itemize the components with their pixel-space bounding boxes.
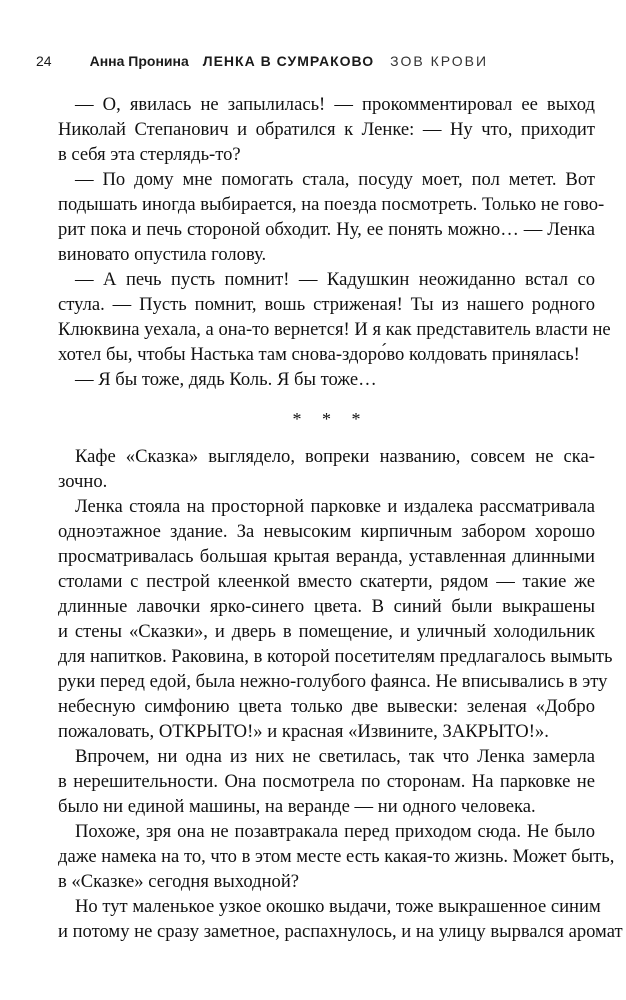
text-line: и потому не сразу заметное, распахнулось, и на улицу вырвался аромат bbox=[58, 921, 623, 942]
text-line: столами с пестрой клеенкой вместо скатерти, рядом — такие же bbox=[58, 571, 595, 592]
text-line: и стены «Сказки», и дверь в помещение, и уличный холодильник bbox=[58, 621, 595, 642]
text-line: Впрочем, ни одна из них не светилась, так что Ленка замерла bbox=[75, 746, 595, 767]
text-line: — О, явилась не запылилась! — прокомментировал ее выход bbox=[75, 94, 595, 115]
text-line: стула. — Пусть помнит, вошь стриженая! Ты из нашего родного bbox=[58, 294, 595, 315]
text-line: просматривалась большая крытая веранда, уставленная длинными bbox=[58, 546, 595, 567]
paragraph bbox=[58, 444, 595, 494]
text-line: — А печь пусть помнит! — Кадушкин неожиданно встал со bbox=[75, 269, 595, 290]
text-line: одноэтажное здание. За невысоким кирпичным забором хорошо bbox=[58, 521, 595, 542]
text-line: Николай Степанович и обратился к Ленке: — Ну что, приходит bbox=[58, 119, 595, 140]
paragraph bbox=[58, 744, 595, 819]
text-line: руки перед едой, была нежно-голубого фаянса. Не вписывались в эту bbox=[58, 671, 608, 692]
author-name: Анна Пронина bbox=[89, 53, 189, 69]
paragraph bbox=[58, 367, 595, 392]
paragraph bbox=[58, 894, 623, 944]
text-line: рит пока и печь стороной обходит. Ну, ее понять можно… — Ленка bbox=[58, 219, 595, 240]
text-line: виновато опустила голову. bbox=[58, 244, 267, 265]
paragraph bbox=[58, 267, 611, 367]
text-line: Клюквина уехала, а она-то вернется! И я как представитель власти не bbox=[58, 319, 611, 340]
text-line: — По дому мне помогать стала, посуду моет, пол метет. Вот bbox=[75, 169, 595, 190]
text-line: подышать иногда выбирается, на поезда посмотреть. Только не гово- bbox=[58, 194, 605, 215]
text-line: хотел бы, чтобы Настька там снова-здоро́во колдовать принялась! bbox=[58, 344, 580, 365]
narrative-section bbox=[58, 444, 623, 944]
text-line: зочно. bbox=[58, 471, 108, 492]
paragraph bbox=[58, 819, 615, 894]
running-header bbox=[36, 50, 596, 72]
text-line: было ни единой машины, на веранде — ни одного человека. bbox=[58, 796, 536, 817]
page-number: 24 bbox=[36, 53, 52, 69]
dialogue-section bbox=[58, 92, 611, 392]
text-line: пожаловать, ОТКРЫТО!» и красная «Извините, ЗАКРЫТО!». bbox=[58, 721, 549, 742]
paragraph bbox=[58, 167, 605, 267]
text-line: длинные лавочки ярко-синего цвета. В синий были выкрашены bbox=[58, 596, 595, 617]
paragraph bbox=[58, 92, 595, 167]
text-line: Похоже, зря она не позавтракала перед приходом сюда. Не было bbox=[75, 821, 595, 842]
section-separator: * * * bbox=[292, 409, 369, 429]
text-line: даже намека на то, что в этом месте есть какая-то жизнь. Может быть, bbox=[58, 846, 615, 867]
text-line: в «Сказке» сегодня выходной? bbox=[58, 871, 300, 892]
text-line: Ленка стояла на просторной парковке и издалека рассматривала bbox=[75, 496, 595, 517]
text-line: — Я бы тоже, дядь Коль. Я бы тоже… bbox=[75, 369, 377, 390]
text-line: в нерешительности. Она посмотрела по сторонам. На парковке не bbox=[58, 771, 595, 792]
text-line: небесную симфонию цвета только две вывески: зеленая «Добро bbox=[58, 696, 595, 717]
text-line: в себя эта стерлядь-то? bbox=[58, 144, 241, 165]
text-line: для напитков. Раковина, в которой посетителям предлагалось вымыть bbox=[58, 646, 613, 667]
text-line: Но тут маленькое узкое окошко выдачи, тоже выкрашенное синим bbox=[75, 896, 601, 917]
series-title: ЗОВ КРОВИ bbox=[390, 53, 489, 69]
body-text bbox=[58, 92, 623, 944]
book-title: ЛЕНКА В СУМРАКОВО bbox=[202, 53, 375, 69]
text-line: Кафе «Сказка» выглядело, вопреки названию, совсем не ска- bbox=[75, 446, 595, 467]
paragraph bbox=[58, 494, 613, 744]
